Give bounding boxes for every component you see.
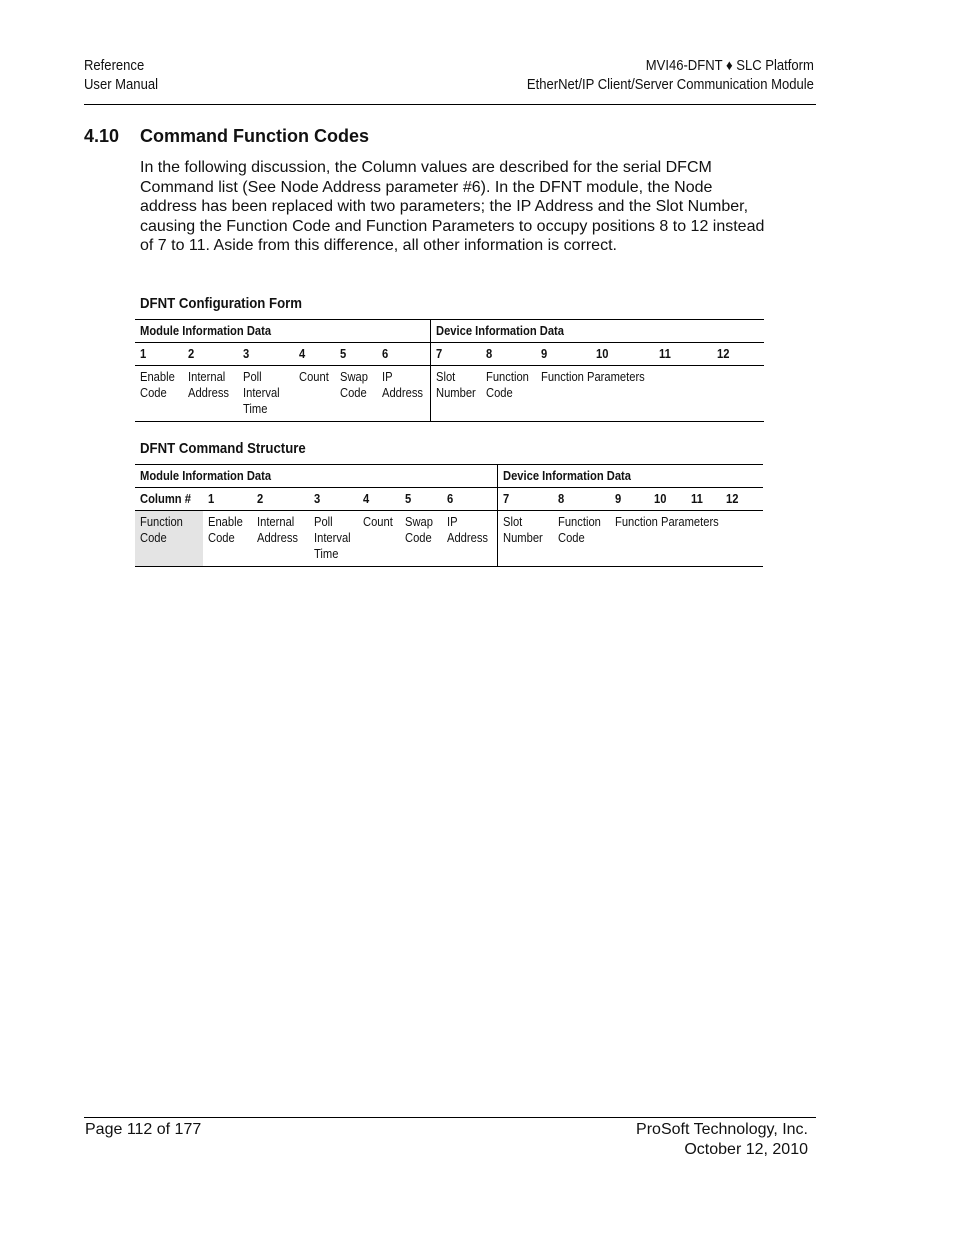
config-col-header: 10 xyxy=(596,346,609,361)
header-left xyxy=(84,57,158,95)
command-col-header: 6 xyxy=(447,491,454,506)
command-body-row xyxy=(135,511,763,567)
section-number: 4.10 xyxy=(84,126,120,146)
command-col-header: 12 xyxy=(726,491,739,506)
command-col-header: 1 xyxy=(208,491,215,506)
config-col-header: 3 xyxy=(243,346,250,361)
header-module: EtherNet/IP Client/Server Communication Module xyxy=(527,77,814,93)
command-cell: Function Code xyxy=(140,514,183,545)
header-reference: Reference xyxy=(84,58,145,74)
command-group-module: Module Information Data xyxy=(140,468,272,483)
config-col-header: 8 xyxy=(486,346,493,361)
footer-company: ProSoft Technology, Inc. xyxy=(636,1121,808,1138)
config-cell: Function Code xyxy=(486,369,529,400)
config-cell: Count xyxy=(299,369,329,384)
config-cell: IP Address xyxy=(382,369,424,400)
config-cell: Slot Number xyxy=(435,369,476,400)
config-col-header: 11 xyxy=(659,346,671,361)
command-col-header: Column # xyxy=(140,491,191,506)
config-col-header: 5 xyxy=(340,346,347,361)
header-right xyxy=(527,57,814,95)
command-col-header: 3 xyxy=(314,491,321,506)
config-cell: Enable Code xyxy=(140,369,175,400)
config-col-header: 4 xyxy=(299,346,306,361)
command-col-header: 9 xyxy=(615,491,622,506)
command-col-header: 10 xyxy=(654,491,667,506)
config-col-header: 9 xyxy=(541,346,548,361)
command-cell: Swap Code xyxy=(405,514,433,545)
config-group-row xyxy=(135,320,764,343)
header-product: MVI46-DFNT ♦ SLC Platform xyxy=(645,58,814,74)
footer-divider xyxy=(84,1117,816,1118)
config-cell: Swap Code xyxy=(340,369,368,400)
command-table-caption: DFNT Command Structure xyxy=(140,440,306,457)
config-cell: Internal Address xyxy=(188,369,230,400)
command-cell: Count xyxy=(363,514,393,529)
command-cell: Internal Address xyxy=(257,514,299,545)
footer-page-number: Page 112 of 177 xyxy=(85,1121,202,1138)
command-cell: Poll Interval Time xyxy=(314,514,351,561)
intro-paragraph: In the following discussion, the Column values are described for the serial DFCM Command list (See Node Address parameter #6). In the DFNT module, the Node address has been replaced with two parameters; the IP Address and the Slot Number, causing the Function Code and Function Parameters to occupy positions 8 to 12 instead of 7 to 11. Aside from this difference, all other information is correct. xyxy=(140,159,765,255)
command-cell: Slot Number xyxy=(502,514,543,545)
config-group-module: Module Information Data xyxy=(140,323,272,338)
command-table xyxy=(135,464,763,567)
command-col-header: 4 xyxy=(363,491,370,506)
command-group-device: Device Information Data xyxy=(502,468,631,483)
command-col-header: 5 xyxy=(405,491,412,506)
footer-date: October 12, 2010 xyxy=(684,1140,808,1158)
config-table-caption: DFNT Configuration Form xyxy=(140,295,303,312)
command-col-header: 8 xyxy=(558,491,565,506)
command-col-header: 2 xyxy=(257,491,264,506)
command-group-row xyxy=(135,465,763,488)
header-divider xyxy=(84,104,816,105)
command-column-row xyxy=(135,488,763,511)
config-cell: Function Parameters xyxy=(541,369,645,384)
section-heading xyxy=(84,126,369,147)
config-column-row xyxy=(135,343,764,366)
section-title: Command Function Codes xyxy=(140,126,369,146)
footer-right xyxy=(636,1120,808,1159)
config-col-header: 2 xyxy=(188,346,195,361)
command-col-header: 11 xyxy=(691,491,703,506)
config-col-header: 7 xyxy=(435,346,442,361)
command-cell: Function Parameters xyxy=(615,514,719,529)
config-col-header: 12 xyxy=(717,346,730,361)
config-table xyxy=(135,319,764,422)
config-col-header: 6 xyxy=(382,346,389,361)
config-cell: Poll Interval Time xyxy=(243,369,280,416)
config-group-device: Device Information Data xyxy=(435,323,564,338)
header-user-manual: User Manual xyxy=(84,77,158,93)
config-col-header: 1 xyxy=(140,346,147,361)
command-col-header: 7 xyxy=(502,491,509,506)
command-cell: Enable Code xyxy=(208,514,243,545)
command-cell: Function Code xyxy=(558,514,601,545)
command-cell: IP Address xyxy=(447,514,489,545)
config-body-row xyxy=(135,366,764,422)
